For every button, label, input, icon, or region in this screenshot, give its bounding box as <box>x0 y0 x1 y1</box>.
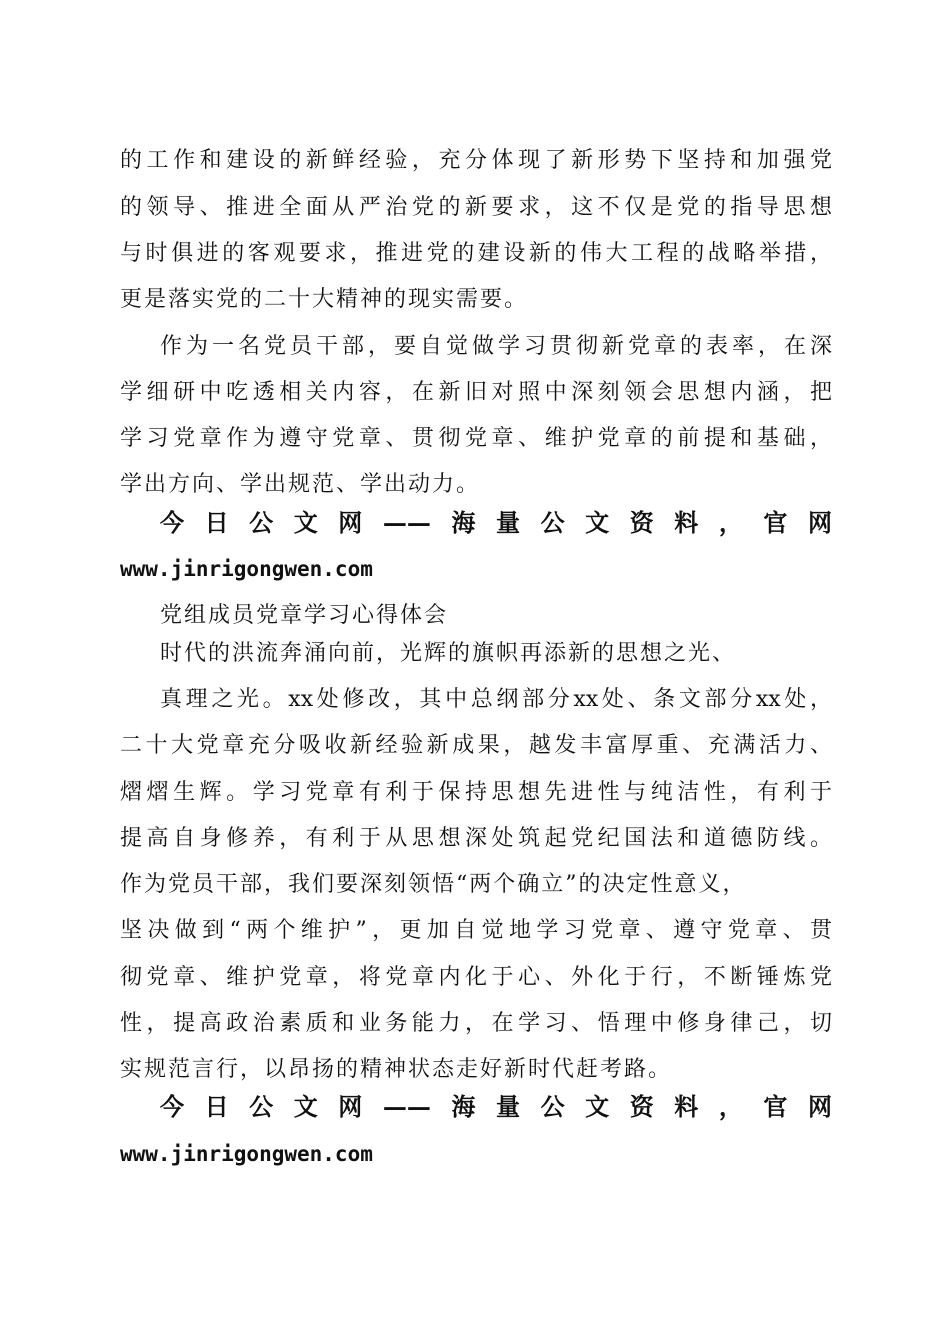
paragraph-line: 与时俱进的客观要求，推进党的建设新的伟大工程的战略举措， <box>120 241 832 266</box>
paragraph-line: 作为一名党员干部，要自觉做学习贯彻新党章的表率，在深 <box>160 334 832 359</box>
paragraph-line: 学细研中吃透相关内容，在新旧对照中深刻领会思想内涵，把 <box>120 380 832 405</box>
paragraph-line: 彻党章、维护党章，将党章内化于心、外化于行，不断锤炼党 <box>120 965 832 990</box>
promo-url-link[interactable]: www.jinrigongwen.com <box>120 557 373 581</box>
promo-text: 今日公文网——海量公文资料，官网 <box>160 508 832 537</box>
paragraph-line: 熠熠生辉。学习党章有利于保持思想先进性与纯洁性，有利于 <box>120 780 832 805</box>
paragraph-line: 性，提高政治素质和业务能力，在学习、悟理中修身律己，切 <box>120 1011 832 1036</box>
paragraph-line: 时代的洪流奔涌向前，光辉的旗帜再添新的思想之光、 <box>160 641 737 666</box>
paragraph-line: 更是落实党的二十大精神的现实需要。 <box>120 287 529 312</box>
paragraph-line: 真理之光。xx处修改，其中总纲部分xx处、条文部分xx处， <box>160 687 832 712</box>
section-heading: 党组成员党章学习心得体会 <box>160 603 449 628</box>
paragraph-line: 学出方向、学出规范、学出动力。 <box>120 472 481 497</box>
paragraph-line: 实规范言行，以昂扬的精神状态走好新时代赶考路。 <box>120 1057 673 1082</box>
paragraph-line: 坚决做到“两个维护”，更加自觉地学习党章、遵守党章、贯 <box>120 918 832 943</box>
paragraph-line: 的领导、推进全面从严治党的新要求，这不仅是党的指导思想 <box>120 195 832 220</box>
promo-url-link[interactable]: www.jinrigongwen.com <box>120 1142 373 1166</box>
paragraph-line: 学习党章作为遵守党章、贯彻党章、维护党章的前提和基础， <box>120 426 832 451</box>
paragraph-line: 作为党员干部，我们要深刻领悟“两个确立”的决定性意义， <box>120 872 747 897</box>
paragraph-line: 提高自身修养，有利于从思想深处筑起党纪国法和道德防线。 <box>120 826 832 851</box>
paragraph-line: 二十大党章充分吸收新经验新成果，越发丰富厚重、充满活力、 <box>120 733 832 758</box>
paragraph-line: 的工作和建设的新鲜经验，充分体现了新形势下坚持和加强党 <box>120 148 832 173</box>
promo-text: 今日公文网——海量公文资料，官网 <box>160 1092 832 1121</box>
